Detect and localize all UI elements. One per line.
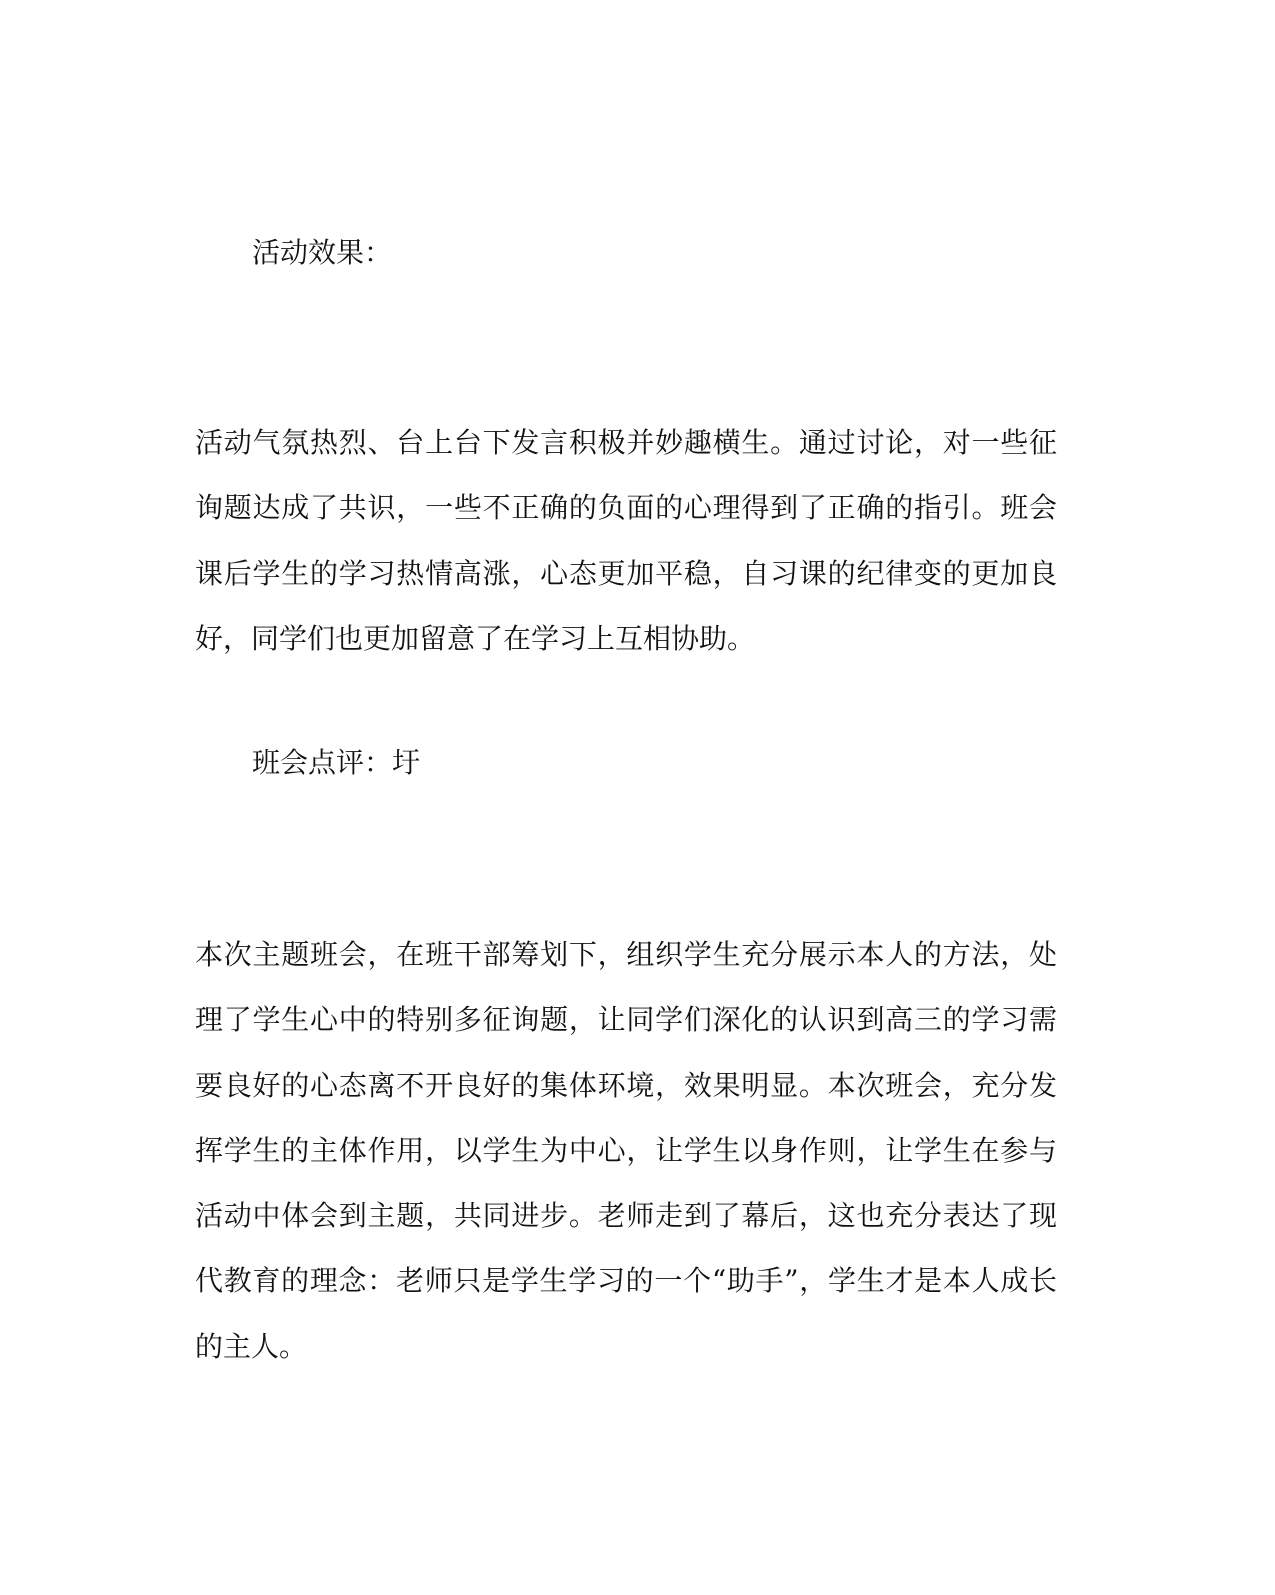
paragraph-activity-effect — [195, 410, 1057, 671]
paragraph-line: 好，同学们也更加留意了在学习上互相协助。 — [195, 621, 756, 655]
paragraph-line: 挥学生的主体作用，以学生为中心，让学生以身作则，让学生在参与 — [195, 1133, 1057, 1167]
paragraph-line: 要良好的心态离不开良好的集体环境，效果明显。本次班会，充分发 — [195, 1068, 1057, 1102]
paragraph-line: 本次主题班会，在班干部筹划下，组织学生充分展示本人的方法，处 — [195, 938, 1057, 971]
paragraph-line: 代教育的理念：老师只是学生学习的一个“助手”，学生才是本人成长 — [195, 1264, 1057, 1298]
paragraph-line: 的主人。 — [195, 1329, 308, 1363]
paragraph-class-review — [195, 922, 1057, 1379]
section-heading-activity-effect: 活动效果： — [252, 236, 393, 269]
paragraph-line: 活动气氛热烈、台上台下发言积极并妙趣横生。通过讨论，对一些征 — [195, 426, 1057, 459]
paragraph-line: 活动中体会到主题，共同进步。老师走到了幕后，这也充分表达了现 — [195, 1199, 1057, 1233]
paragraph-line: 理了学生心中的特别多征询题，让同学们深化的认识到高三的学习需 — [195, 1003, 1057, 1037]
paragraph-line: 课后学生的学习热情高涨，心态更加平稳，自习课的纪律变的更加良 — [195, 556, 1057, 590]
paragraph-line: 询题达成了共识，一些不正确的负面的心理得到了正确的指引。班会 — [195, 491, 1057, 525]
section-heading-class-review: 班会点评：圩 — [252, 746, 421, 779]
